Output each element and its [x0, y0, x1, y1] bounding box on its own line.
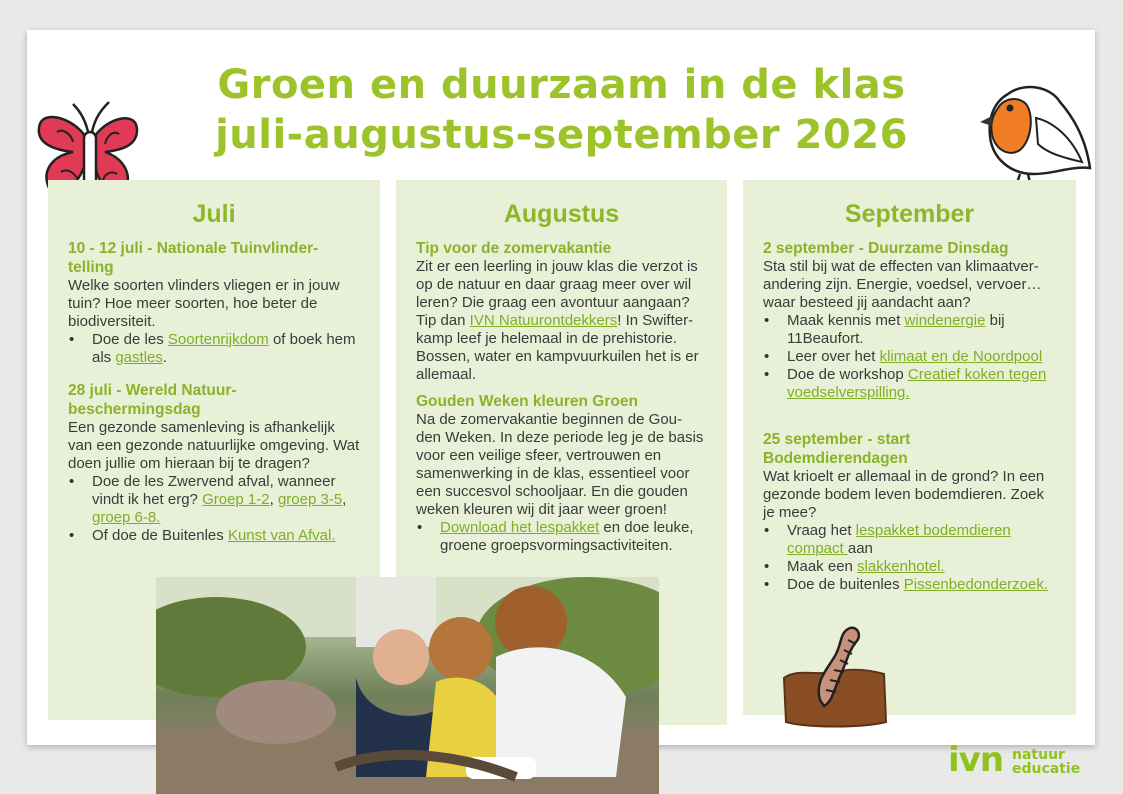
month-heading-augustus: Augustus	[503, 200, 620, 228]
event-heading-zomervakantie: Tip voor de zomervakantie	[416, 240, 612, 257]
list-item	[787, 576, 1056, 594]
list-item-text: Leer over het	[787, 348, 880, 365]
bullet-list	[763, 522, 1056, 594]
page-subtitle: juli-augustus-september 2026	[215, 112, 908, 158]
list-item	[92, 331, 360, 367]
logo-mark: ivn	[948, 740, 1004, 780]
list-item-text: Vraag het	[787, 522, 856, 539]
page-title: Groen en duurzaam in de klas	[217, 62, 906, 108]
bullet-list	[68, 331, 360, 367]
children-outdoor-photo	[156, 577, 659, 794]
list-item-text: Doe de les	[92, 331, 168, 348]
event-text-bodemdierendagen: Wat krioelt er allemaal in de grond? In een gezonde bodem leven bodemdieren. Zoek je mee?	[763, 468, 1045, 521]
ivn-logo	[948, 740, 1088, 780]
list-item-text: Doe de les Zwervend afval, wanneer vindt ik het erg?	[92, 473, 336, 508]
event-text-natuurbeschermingsdag: Een gezonde samenleving is afhankelijk van een gezonde natuurlijke omgeving. Wat doen jullie om hieraan bij te dragen?	[68, 419, 360, 472]
list-item-text: Doe de workshop	[787, 366, 908, 383]
bullet-list	[763, 312, 1056, 402]
list-item-text: en doe leuke, groene groepsvormingsactiviteiten.	[440, 519, 694, 554]
event-heading-natuurbeschermingsdag: 28 juli - Wereld Natuur-beschermingsdag	[68, 382, 237, 418]
list-item-text: Doe de buitenles	[787, 576, 904, 593]
list-item-text: aan	[847, 540, 873, 557]
bullet-list	[416, 519, 707, 555]
link-windenergie[interactable]: windenergie	[904, 312, 986, 329]
list-item	[787, 312, 1056, 348]
event-heading-bodemdierendagen: 25 september - start Bodemdierendagen	[763, 431, 911, 467]
link-groep-1-2[interactable]: Groep 1-2	[202, 491, 270, 508]
event-text-zomervakantie	[416, 258, 707, 384]
list-item	[787, 522, 1056, 558]
paragraph-text: ! In Swifter-kamp leef je helemaal in de prehistorie. Bossen, water en kampvuurkuilen het is er allemaal.	[416, 312, 699, 383]
list-item	[440, 519, 707, 555]
list-item-text: of boek hem als	[92, 331, 356, 366]
list-item	[787, 558, 1056, 576]
list-item	[92, 473, 360, 527]
event-text-tuinvlindertelling: Welke soorten vlinders vliegen er in jouw tuin? Hoe meer soorten, hoe beter de biodiversiteit.	[68, 277, 340, 330]
link-klimaat-noordpool[interactable]: klimaat en de Noordpool	[879, 348, 1043, 365]
month-heading-september: September	[844, 200, 975, 228]
list-item-text: .	[162, 349, 168, 366]
event-text-duurzame-dinsdag: Sta stil bij wat de effecten van klimaatver-andering zijn. Energie, voedsel, vervoer… waar besteed jij aandacht aan?	[763, 258, 1042, 311]
link-groep-6-8[interactable]: groep 6-8.	[92, 509, 161, 526]
list-item	[787, 348, 1056, 366]
logo-line: educatie	[1012, 761, 1081, 777]
link-pissenbedonderzoek[interactable]: Pissenbedonderzoek.	[903, 576, 1049, 593]
link-gastles[interactable]: gastles	[115, 349, 163, 366]
link-ivn-natuurontdekkers[interactable]: IVN Natuurontdekkers	[469, 312, 618, 329]
list-item-text: bij 11Beaufort.	[787, 312, 1005, 347]
link-groep-3-5[interactable]: groep 3-5	[277, 491, 343, 508]
bullet-list	[68, 473, 360, 545]
list-item	[92, 527, 360, 545]
event-heading-tuinvlindertelling: 10 - 12 juli - Nationale Tuinvlinder-telling	[68, 240, 319, 276]
month-heading-juli: Juli	[192, 200, 236, 228]
photo-illustration	[156, 577, 659, 794]
worm-icon	[778, 620, 890, 730]
list-item-text: ,	[269, 491, 278, 508]
event-heading-gouden-weken: Gouden Weken kleuren Groen	[416, 393, 638, 410]
link-download-lespakket[interactable]: Download het lespakket	[440, 519, 600, 536]
list-item	[787, 366, 1056, 402]
link-lespakket-bodemdieren[interactable]: lespakket bodemdieren compact	[787, 522, 1011, 557]
link-soortenrijkdom[interactable]: Soortenrijkdom	[167, 331, 269, 348]
paragraph-text: Zit er een leerling in jouw klas die verzot is op de natuur en daar graag meer over wil leren? Die graag een avontuur aangaan? Tip dan	[416, 258, 698, 329]
logo-line: natuur	[1012, 747, 1065, 763]
logo-text	[1012, 748, 1080, 776]
list-item-text: ,	[342, 491, 347, 508]
event-heading-duurzame-dinsdag: 2 september - Duurzame Dinsdag	[763, 240, 1009, 257]
link-creatief-koken[interactable]: Creatief koken tegen voedselverspilling.	[787, 366, 1047, 401]
link-kunst-van-afval[interactable]: Kunst van Afval.	[227, 527, 336, 544]
list-item-text: Of doe de Buitenles	[92, 527, 228, 544]
link-slakkenhotel[interactable]: slakkenhotel.	[857, 558, 945, 575]
list-item-text: Maak een	[787, 558, 858, 575]
event-text-gouden-weken: Na de zomervakantie beginnen de Gou-den Weken. In deze periode leg je de basis voor een veilige sfeer, vertrouwen en samenwerking in de klas, essentieel voor een succesvol schooljaar. En die gouden weken kleuren wij dit jaar weer groen!	[416, 411, 704, 518]
list-item-text: Maak kennis met	[787, 312, 905, 329]
